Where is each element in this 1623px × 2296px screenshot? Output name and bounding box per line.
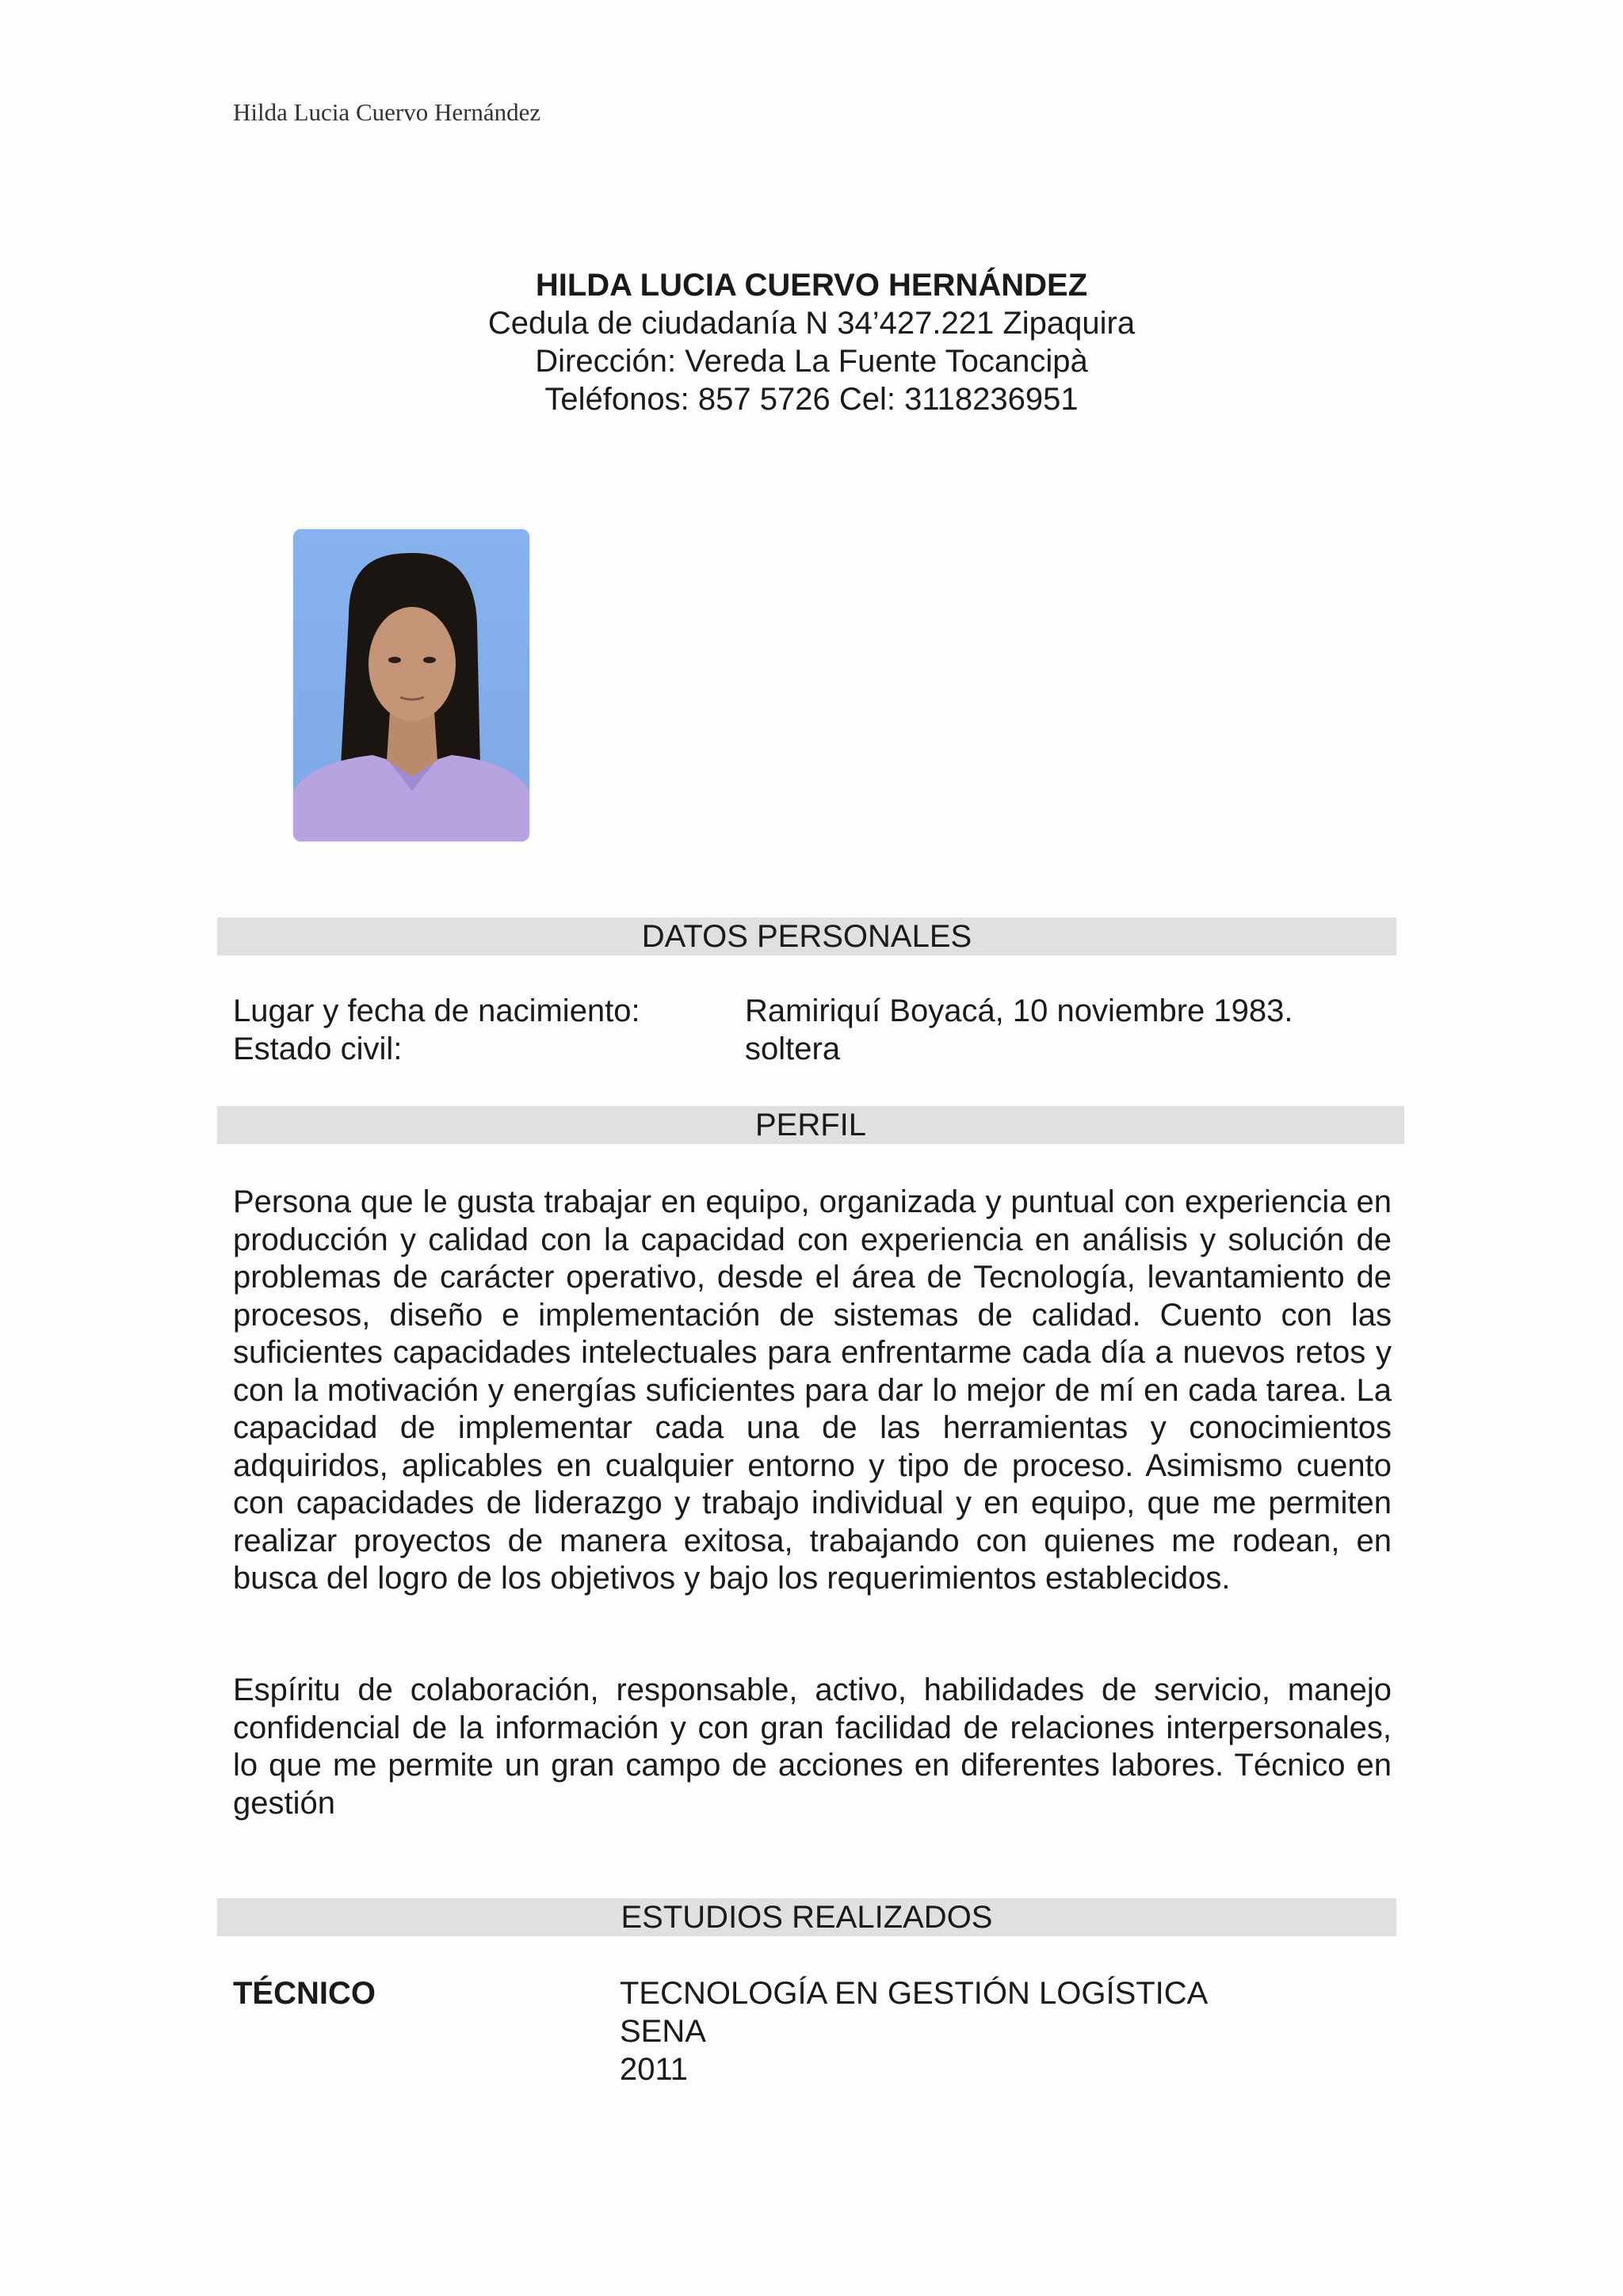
birth-label: Lugar y fecha de nacimiento:	[233, 994, 640, 1028]
phone-line: Teléfonos: 857 5726 Cel: 3118236951	[544, 382, 1079, 417]
full-name: HILDA LUCIA CUERVO HERNÁNDEZ	[535, 268, 1088, 303]
address-line: Dirección: Vereda La Fuente Tocancipà	[535, 344, 1088, 379]
section-header-studies: ESTUDIOS REALIZADOS	[217, 1898, 1396, 1936]
civil-status-label: Estado civil:	[233, 1032, 403, 1066]
profile-paragraph-1: Persona que le gusta trabajar en equipo, organizada y puntual con experiencia en producción y calidad con la capacidad con experiencia en análisis y solución de problemas de carácter operativo, desde el área de Tecnología, levantamiento de procesos, diseño e implementación de sistemas de calidad. Cuento con las suficientes capacidades intelectuales para enfrentarme cada día a nuevos retos y con la motivación y energías suficientes para dar lo mejor de mí en cada tarea. La capacidad de implementar cada una de las herramientas y conocimientos adquiridos, aplicables en cualquier entorno y tipo de proceso. Asimismo cuento con capacidades de liderazgo y trabajo individual y en equipo, que me permiten realizar proyectos de manera exitosa, trabajando con quienes me rodean, en busca del logro de los objetivos y bajo los requerimientos establecidos.	[233, 1184, 1392, 1596]
section-header-profile: PERFIL	[217, 1106, 1404, 1144]
study-year: 2011	[620, 2052, 689, 2087]
profile-photo	[293, 529, 529, 841]
birth-value: Ramiriquí Boyacá, 10 noviembre 1983.	[745, 994, 1293, 1028]
contact-header	[0, 266, 1623, 418]
study-program: TECNOLOGÍA EN GESTIÓN LOGÍSTICA	[620, 1976, 1209, 2011]
civil-status-value: soltera	[745, 1032, 841, 1066]
profile-paragraph-2: Espíritu de colaboración, responsable, activo, habilidades de servicio, manejo confidencial de la información y con gran facilidad de relaciones interpersonales, lo que me permite un gran campo de acciones en diferentes labores. Técnico en gestión	[233, 1672, 1392, 1821]
section-header-personal: DATOS PERSONALES	[217, 917, 1396, 955]
id-line: Cedula de ciudadanía N 34’427.221 Zipaquira	[487, 306, 1136, 341]
running-header: Hilda Lucia Cuervo Hernández	[233, 98, 541, 126]
study-institution: SENA	[620, 2014, 706, 2049]
study-level: TÉCNICO	[233, 1976, 376, 2011]
portrait-image	[293, 529, 529, 841]
